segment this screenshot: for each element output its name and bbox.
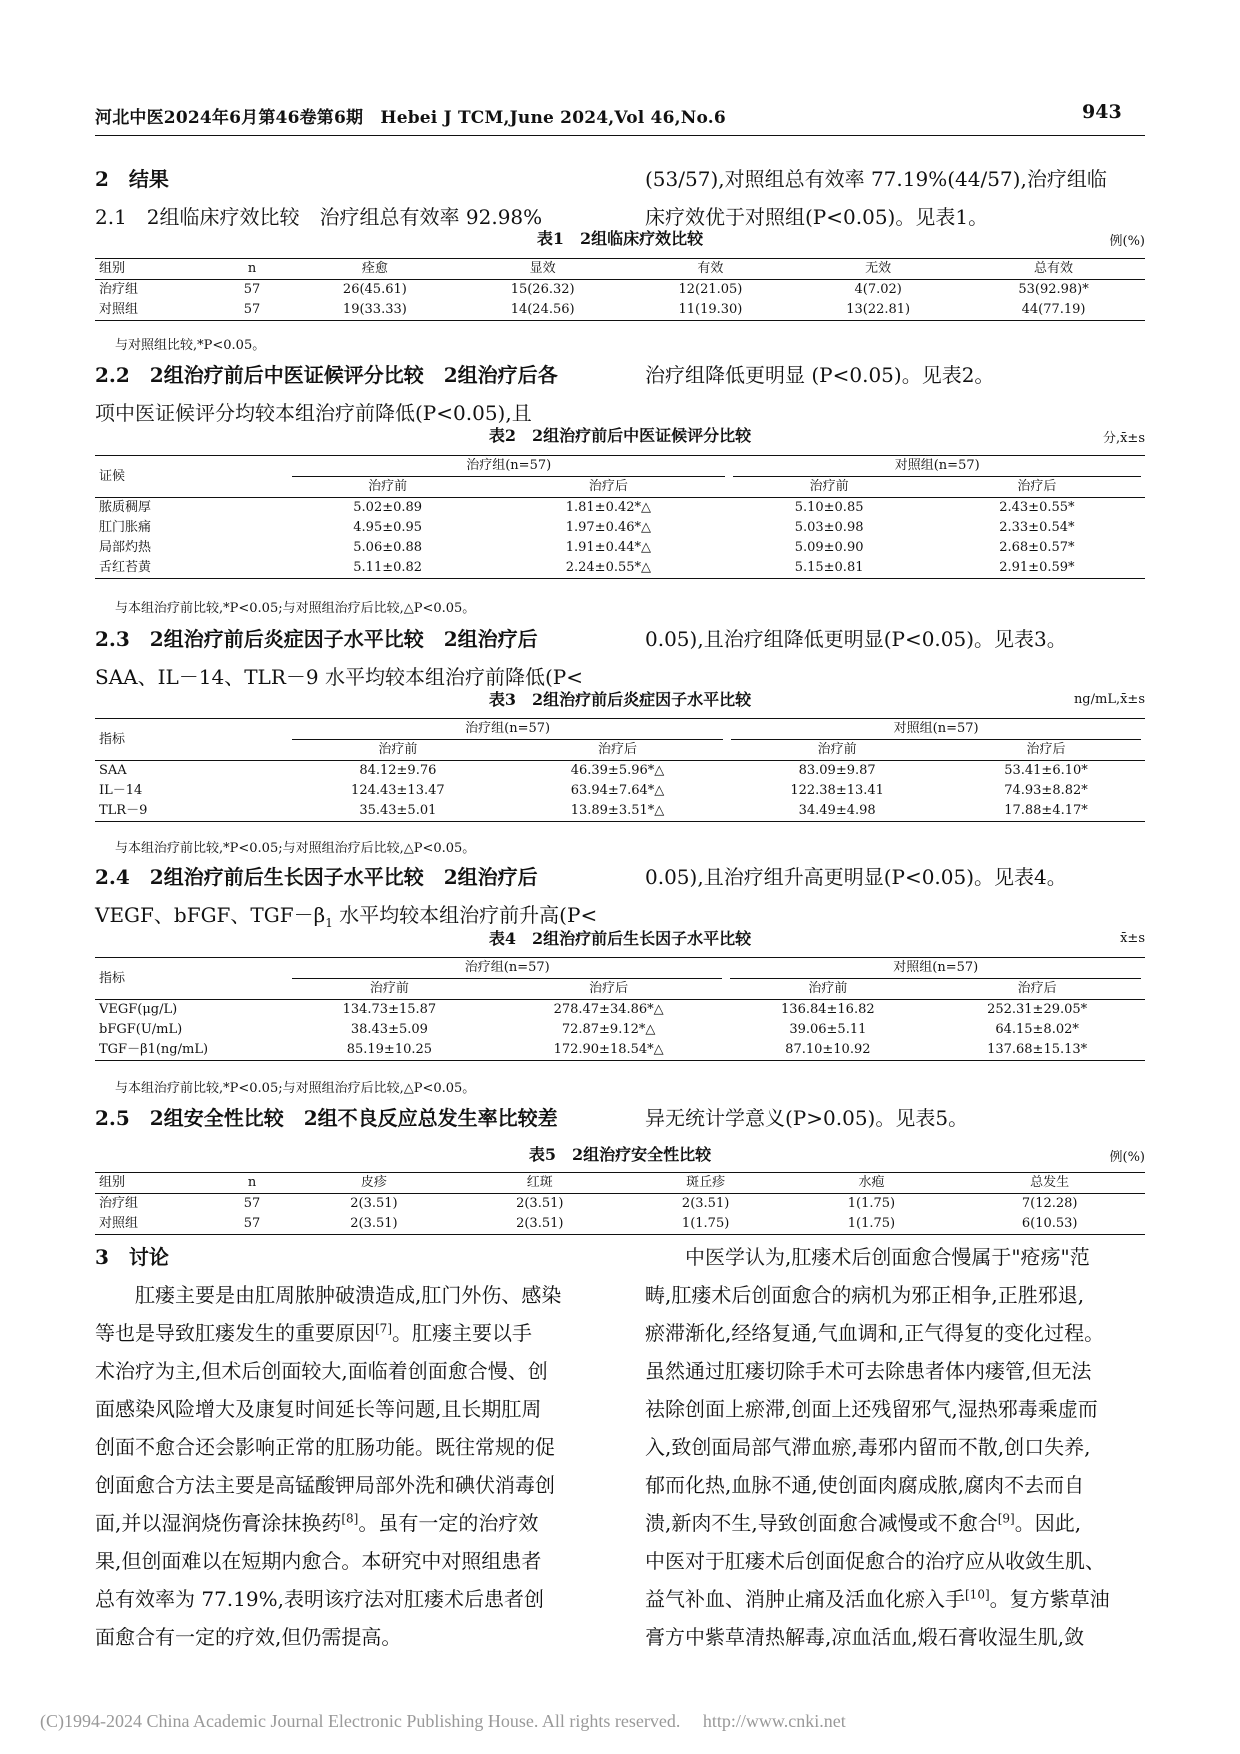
discussion-line: 果,但创面难以在短期内愈合。本研究中对照组患者 xyxy=(95,1549,542,1573)
table-cell: 2.68±0.57* xyxy=(999,540,1075,555)
discussion-line: 虽然通过肛瘘切除手术可去除患者体内瘘管,但无法 xyxy=(645,1359,1092,1383)
discussion-right xyxy=(645,1238,1145,1656)
table1-note: 与对照组比较,*P<0.05。 xyxy=(115,338,266,353)
table1-unit: 例(%) xyxy=(1109,234,1145,249)
table-cell: 2.43±0.55* xyxy=(999,500,1075,515)
table-cell: 278.47±34.86*△ xyxy=(553,1002,664,1017)
table-header-cell: 组别 xyxy=(95,259,213,280)
discussion-line: 术治疗为主,但术后创面较大,面临着创面愈合慢、创 xyxy=(95,1359,548,1383)
table-cell: 5.10±0.85 xyxy=(794,500,864,515)
table-row xyxy=(95,498,1145,519)
para-2-2-line2: 项中医证候评分均较本组治疗前降低(P<0.05),且 xyxy=(95,401,532,425)
table-header-cell: 治疗后 xyxy=(929,477,1145,498)
citation-ref: [9] xyxy=(997,1511,1015,1526)
table-cell: 64.15±8.02* xyxy=(995,1022,1079,1037)
table-cell: 72.87±9.12*△ xyxy=(561,1022,656,1037)
para-2-3-line2: SAA、IL－14、TLR－9 水平均较本组治疗前降低(P< xyxy=(95,665,583,689)
discussion-line: 膏方中紫草清热解毒,凉血活血,煅石膏收湿生肌,敛 xyxy=(645,1625,1085,1649)
table-cell: 137.68±15.13* xyxy=(929,1040,1145,1061)
section-heading-results: 2 结果 xyxy=(95,167,169,191)
discussion-line: 入,致创面局部气滞血瘀,毒邪内留而不散,创口失养, xyxy=(645,1435,1091,1459)
para-2-4-line1: 2.4 2组治疗前后生长因子水平比较 2组治疗后 xyxy=(95,865,538,889)
table-header-cell: n xyxy=(213,1173,291,1194)
table-cell: 肛门胀痛 xyxy=(99,520,152,535)
citation-ref: [10] xyxy=(965,1587,990,1602)
table-cell: 57 xyxy=(213,300,291,321)
table-cell: 1.91±0.44*△ xyxy=(565,540,652,555)
table-header-cell: 治疗前 xyxy=(729,477,928,498)
table-row xyxy=(95,1194,1145,1215)
discussion-line: 祛除创面上瘀滞,创面上还残留邪气,湿热邪毒乘虚而 xyxy=(645,1397,1098,1421)
discussion-line: 面,并以湿润烧伤膏涂抹换药[8]。虽有一定的治疗效 xyxy=(95,1511,539,1535)
table-cell: 122.38±13.41 xyxy=(790,783,884,798)
table-header-cell: 指标 xyxy=(95,958,288,1000)
table-cell: SAA xyxy=(99,763,127,778)
table-cell: 39.06±5.11 xyxy=(789,1022,867,1037)
table-header-cell: 治疗后 xyxy=(508,740,728,761)
table-header-cell: n xyxy=(213,259,291,280)
results-right-3 xyxy=(645,620,1145,658)
table-header-cell: 有效 xyxy=(627,259,795,280)
para-2-2-line1: 2.2 2组治疗前后中医证候评分比较 2组治疗后各 xyxy=(95,363,558,387)
table-cell: 14(24.56) xyxy=(459,300,627,321)
para-2-1-line1: 2.1 2组临床疗效比较 治疗组总有效率 92.98% xyxy=(95,205,543,229)
table-cell: 1.81±0.42*△ xyxy=(565,500,652,515)
table-cell: bFGF(U/mL) xyxy=(99,1022,183,1037)
table-cell: 46.39±5.96*△ xyxy=(570,763,665,778)
table-header-cell: 治疗后 xyxy=(929,979,1145,1000)
group-header-treatment: 治疗组(n=57) xyxy=(288,958,726,980)
table-row xyxy=(95,280,1145,301)
table-header-cell: 治疗前 xyxy=(288,740,508,761)
discussion-line: 瘀滞渐化,经络复通,气血调和,正气得复的变化过程。 xyxy=(645,1321,1105,1345)
table-cell: VEGF(μg/L) xyxy=(99,1002,178,1017)
para-2-2-line3: 治疗组降低更明显 (P<0.05)。见表2。 xyxy=(645,363,995,387)
table-header-cell: 痊愈 xyxy=(291,259,459,280)
journal-header: 河北中医2024年6月第46卷第6期 Hebei J TCM,June 2024,Vol 46,No.6 xyxy=(95,108,726,128)
group-header-control: 对照组(n=57) xyxy=(727,719,1145,741)
table-cell: 2(3.51) xyxy=(350,1196,398,1211)
table-cell: 63.94±7.64*△ xyxy=(570,783,665,798)
table-header-cell: 红斑 xyxy=(457,1173,623,1194)
table-row xyxy=(95,1040,1145,1061)
table-cell: 2(3.51) xyxy=(516,1196,564,1211)
discussion-line: 创面不愈合还会影响正常的肛肠功能。既往常规的促 xyxy=(95,1435,555,1459)
table-cell: 2.33±0.54* xyxy=(999,520,1075,535)
results-right-5 xyxy=(645,1099,1145,1137)
table-cell: 5.06±0.88 xyxy=(353,540,423,555)
table-cell: 局部灼热 xyxy=(99,540,152,555)
table-cell: 5.15±0.81 xyxy=(729,558,928,579)
table-cell: 4(7.02) xyxy=(854,282,902,297)
table-cell: 舌红苔黄 xyxy=(95,558,288,579)
table2-unit: 分,x̄±s xyxy=(1102,431,1145,446)
table-header-row xyxy=(95,259,1145,280)
table2 xyxy=(95,455,1145,579)
table-header-cell: 治疗后 xyxy=(947,740,1145,761)
table-header-cell: 总有效 xyxy=(962,259,1145,280)
table-row xyxy=(95,1000,1145,1021)
table-cell: 4.95±0.95 xyxy=(353,520,423,535)
section-heading-discussion: 3 讨论 xyxy=(95,1245,169,1269)
table-cell: IL－14 xyxy=(99,783,143,798)
discussion-line: 等也是导致肛瘘发生的重要原因[7]。肛瘘主要以手 xyxy=(95,1321,532,1345)
table-cell: 74.93±8.82* xyxy=(1004,783,1088,798)
table-header-cell: 斑丘疹 xyxy=(623,1173,789,1194)
page-number: 943 xyxy=(1082,101,1122,123)
group-header-control: 对照组(n=57) xyxy=(726,958,1145,980)
table-row xyxy=(95,1214,1145,1235)
discussion-line: 郁而化热,血脉不通,使创面肉腐成脓,腐肉不去而自 xyxy=(645,1473,1085,1497)
table3-note: 与本组治疗前比较,*P<0.05;与对照组治疗后比较,△P<0.05。 xyxy=(115,841,476,856)
table-cell: 172.90±18.54*△ xyxy=(491,1040,727,1061)
table-header-cell: 指标 xyxy=(95,719,288,761)
table-row xyxy=(95,300,1145,321)
table-header-cell: 治疗后 xyxy=(491,979,727,1000)
table-cell: 2.91±0.59* xyxy=(929,558,1145,579)
table-cell: 5.02±0.89 xyxy=(353,500,423,515)
table-cell: 对照组 xyxy=(95,1214,213,1235)
para-2-3-line3: 0.05),且治疗组降低更明显(P<0.05)。见表3。 xyxy=(645,627,1067,651)
para-2-4-line3: 0.05),且治疗组升高更明显(P<0.05)。见表4。 xyxy=(645,865,1067,889)
table-cell: 1.97±0.46*△ xyxy=(565,520,652,535)
results-right-2 xyxy=(645,356,1145,394)
table2-note: 与本组治疗前比较,*P<0.05;与对照组治疗后比较,△P<0.05。 xyxy=(115,601,476,616)
discussion-left xyxy=(95,1238,595,1656)
table-cell: 84.12±9.76 xyxy=(359,763,437,778)
discussion-line: 肛瘘主要是由肛周脓肿破溃造成,肛门外伤、感染 xyxy=(95,1283,562,1307)
table4-unit: x̄±s xyxy=(1120,931,1145,946)
table-cell: 53.41±6.10* xyxy=(1004,763,1088,778)
para-2-1-line3: 床疗效优于对照组(P<0.05)。见表1。 xyxy=(645,205,989,229)
table-header-cell: 组别 xyxy=(95,1173,213,1194)
results-left-2 xyxy=(95,356,595,432)
table-cell: 治疗组 xyxy=(99,282,139,297)
table3-caption: 表3 2组治疗前后炎症因子水平比较 xyxy=(488,690,752,709)
table-header-cell: 无效 xyxy=(794,259,962,280)
table-row xyxy=(95,558,1145,579)
table-cell: 57 xyxy=(243,1196,261,1211)
header-rule xyxy=(95,135,1145,136)
table-cell: 38.43±5.09 xyxy=(350,1022,428,1037)
table2-caption: 表2 2组治疗前后中医证候评分比较 xyxy=(488,426,752,445)
discussion-line: 溃,新肉不生,导致创面愈合减慢或不愈合[9]。因此, xyxy=(645,1511,1082,1535)
results-left-5 xyxy=(95,1099,595,1137)
table-cell: 252.31±29.05* xyxy=(987,1002,1088,1017)
table5-unit: 例(%) xyxy=(1109,1150,1145,1165)
table-cell: 13.89±3.51*△ xyxy=(508,801,728,822)
table3 xyxy=(95,718,1145,822)
table-cell: 83.09±9.87 xyxy=(798,763,876,778)
table-cell: 治疗组 xyxy=(99,1196,139,1211)
discussion-line: 总有效率为 77.19%,表明该疗法对肛瘘术后患者创 xyxy=(95,1587,544,1611)
table4-note: 与本组治疗前比较,*P<0.05;与对照组治疗后比较,△P<0.05。 xyxy=(115,1081,476,1096)
table-header-cell: 总发生 xyxy=(954,1173,1145,1194)
group-header-treatment: 治疗组(n=57) xyxy=(288,456,729,478)
table-header-cell: 治疗后 xyxy=(487,477,729,498)
table4-caption: 表4 2组治疗前后生长因子水平比较 xyxy=(488,929,752,948)
group-header-control: 对照组(n=57) xyxy=(729,456,1145,478)
discussion-line: 中医对于肛瘘术后创面促愈合的治疗应从收敛生肌、 xyxy=(645,1549,1105,1573)
results-left-4 xyxy=(95,858,598,934)
group-header-treatment: 治疗组(n=57) xyxy=(288,719,727,741)
table-cell: 5.09±0.90 xyxy=(794,540,864,555)
table-cell: 34.49±4.98 xyxy=(727,801,947,822)
table-cell: 1(1.75) xyxy=(623,1214,789,1235)
table-cell: 2(3.51) xyxy=(291,1214,457,1235)
discussion-line: 创面愈合方法主要是高锰酸钾局部外洗和碘伏消毒创 xyxy=(95,1473,555,1497)
table-cell: 13(22.81) xyxy=(794,300,962,321)
table-row xyxy=(95,1020,1145,1040)
table-cell: 对照组 xyxy=(95,300,213,321)
results-left-1 xyxy=(95,160,595,236)
table-cell: 17.88±4.17* xyxy=(947,801,1145,822)
table-header-cell: 治疗前 xyxy=(726,979,929,1000)
table-header-cell: 治疗前 xyxy=(288,979,491,1000)
table1 xyxy=(95,258,1145,321)
table-row xyxy=(95,761,1145,782)
results-right-4 xyxy=(645,858,1145,896)
table3-unit: ng/mL,x̄±s xyxy=(1073,692,1145,707)
para-2-5-line1: 2.5 2组安全性比较 2组不良反应总发生率比较差 xyxy=(95,1106,558,1130)
table-cell: 2(3.51) xyxy=(457,1214,623,1235)
table-row xyxy=(95,781,1145,801)
table4 xyxy=(95,957,1145,1061)
table-cell: 57 xyxy=(243,282,261,297)
table-cell: 35.43±5.01 xyxy=(288,801,508,822)
results-right-1 xyxy=(645,160,1145,236)
citation-ref: [8] xyxy=(341,1511,359,1526)
table-cell: 124.43±13.47 xyxy=(351,783,445,798)
table-cell: 44(77.19) xyxy=(962,300,1145,321)
results-left-3 xyxy=(95,620,595,696)
table-cell: 26(45.61) xyxy=(342,282,407,297)
para-2-5-line2: 异无统计学意义(P>0.05)。见表5。 xyxy=(645,1106,969,1130)
table-row xyxy=(95,518,1145,538)
table-row xyxy=(95,801,1145,822)
discussion-line: 中医学认为,肛瘘术后创面愈合慢属于"疮疡"范 xyxy=(645,1245,1090,1269)
citation-ref: [7] xyxy=(375,1321,392,1336)
table-cell: 11(19.30) xyxy=(627,300,795,321)
table-cell: 19(33.33) xyxy=(291,300,459,321)
para-2-4-line2: VEGF、bFGF、$TGF-\beta_1$ 水平均较本组治疗前升高(P< xyxy=(95,903,598,930)
table-header-row xyxy=(95,1173,1145,1194)
copyright-footer: (C)1994-2024 China Academic Journal Electronic Publishing House. All rights reserved. http://www.cnki.net xyxy=(40,1711,846,1731)
table5-caption: 表5 2组治疗安全性比较 xyxy=(528,1145,712,1164)
table-header-cell: 证候 xyxy=(95,456,288,498)
table-header-cell: 治疗前 xyxy=(288,477,487,498)
table-cell: 2.24±0.55*△ xyxy=(487,558,729,579)
table-cell: 7(12.28) xyxy=(1021,1196,1078,1211)
table-cell: TGF－β1(ng/mL) xyxy=(95,1040,288,1061)
table-cell: 5.11±0.82 xyxy=(288,558,487,579)
discussion-line: 面愈合有一定的疗效,但仍需提高。 xyxy=(95,1625,402,1649)
table-cell: 6(10.53) xyxy=(954,1214,1145,1235)
table-cell: 53(92.98)* xyxy=(1018,282,1089,297)
table-cell: 12(21.05) xyxy=(678,282,743,297)
table-cell: 85.19±10.25 xyxy=(288,1040,491,1061)
table-cell: 87.10±10.92 xyxy=(726,1040,929,1061)
table-cell: 136.84±16.82 xyxy=(781,1002,875,1017)
table-cell: TLR－9 xyxy=(95,801,288,822)
table-row xyxy=(95,538,1145,558)
table-header-cell: 水疱 xyxy=(789,1173,955,1194)
discussion-line: 面感染风险增大及康复时间延长等问题,且长期肛周 xyxy=(95,1397,542,1421)
table-header-cell: 皮疹 xyxy=(291,1173,457,1194)
discussion-line: 畴,肛瘘术后创面愈合的病机为邪正相争,正胜邪退, xyxy=(645,1283,1085,1307)
table1-caption: 表1 2组临床疗效比较 xyxy=(536,229,704,248)
table-cell: 1(1.75) xyxy=(789,1214,955,1235)
table-cell: 15(26.32) xyxy=(510,282,575,297)
table-cell: 57 xyxy=(213,1214,291,1235)
table5 xyxy=(95,1172,1145,1235)
table-header-cell: 治疗前 xyxy=(727,740,947,761)
table-cell: 134.73±15.87 xyxy=(342,1002,437,1017)
table-header-cell: 显效 xyxy=(459,259,627,280)
table-cell: 5.03±0.98 xyxy=(794,520,864,535)
para-2-3-line1: 2.3 2组治疗前后炎症因子水平比较 2组治疗后 xyxy=(95,627,538,651)
table-cell: 1(1.75) xyxy=(847,1196,896,1211)
table-cell: 2(3.51) xyxy=(681,1196,730,1211)
table-cell: 脓质稠厚 xyxy=(99,500,152,515)
discussion-line: 益气补血、消肿止痛及活血化瘀入手[10]。复方紫草油 xyxy=(645,1587,1110,1611)
para-2-1-line2: (53/57),对照组总有效率 77.19%(44/57),治疗组临 xyxy=(645,167,1107,191)
